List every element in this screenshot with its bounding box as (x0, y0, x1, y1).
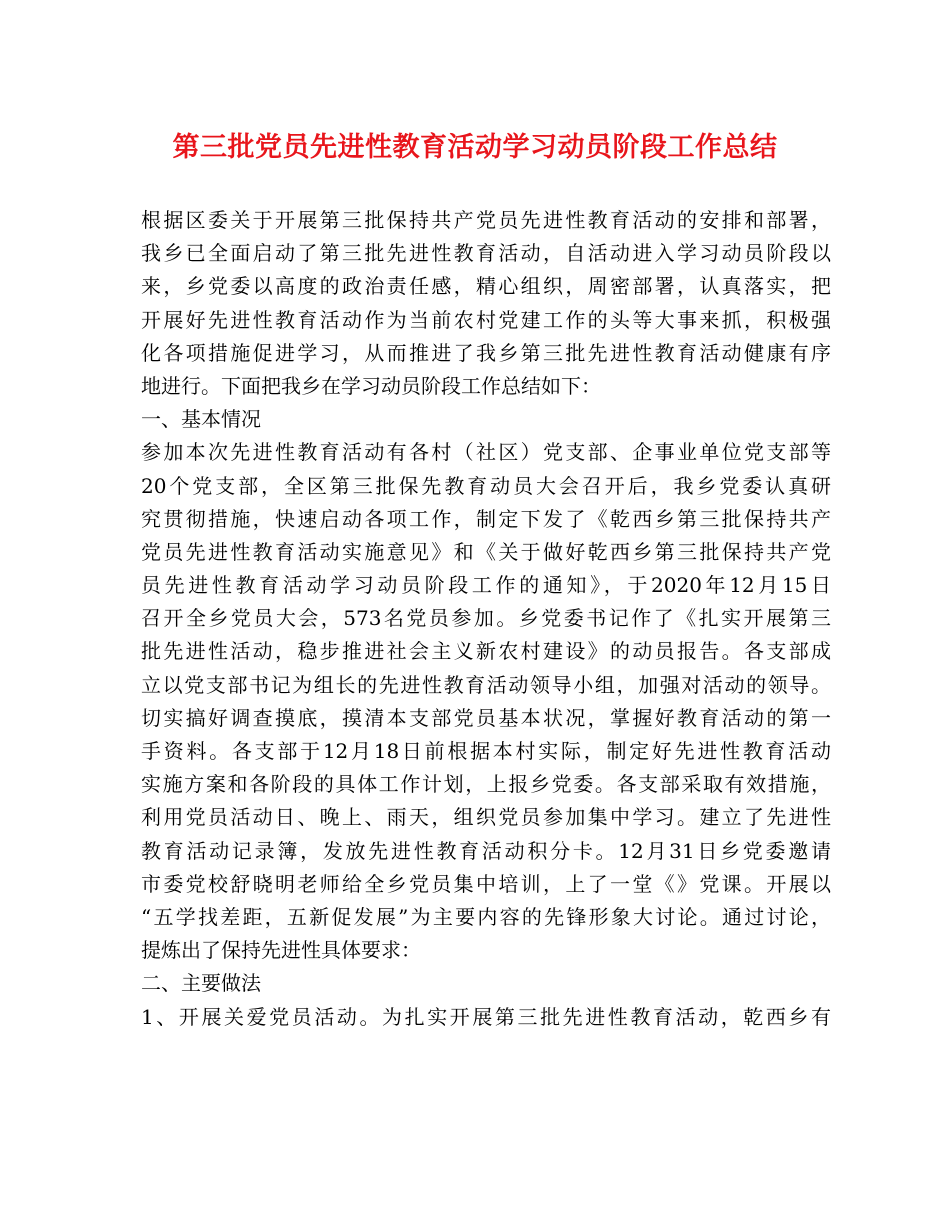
document-title: 第三批党员先进性教育活动学习动员阶段工作总结 (172, 132, 778, 163)
body-text-line: 我乡已全面启动了第三批先进性教育活动，自活动进入学习动员阶段以 (141, 241, 831, 266)
body-text-line: 根据区委关于开展第三批保持共产党员先进性教育活动的安排和部署， (141, 208, 831, 232)
body-text-line: 来，乡党委以高度的政治责任感，精心组织，周密部署，认真落实，把 (141, 274, 831, 299)
body-text-line: 提炼出了保持先进性具体要求： (141, 938, 421, 963)
body-text-line: 实施方案和各阶段的具体工作计划，上报乡党委。各支部采取有效措施， (141, 772, 831, 797)
body-text-line: 一、基本情况 (141, 407, 261, 432)
body-text-line: 教育活动记录簿，发放先进性教育活动积分卡。12月31日乡党委邀请 (141, 838, 831, 863)
body-text-line: 市委党校舒晓明老师给全乡党员集中培训，上了一堂《》党课。开展以 (141, 871, 831, 896)
body-text-line: 二、主要做法 (141, 971, 261, 996)
document-body (141, 204, 831, 1034)
body-text-line: 究贯彻措施，快速启动各项工作，制定下发了《乾西乡第三批保持共产 (141, 506, 831, 531)
body-text-line: 化各项措施促进学习，从而推进了我乡第三批先进性教育活动健康有序 (141, 340, 831, 365)
body-text-line: 员先进性教育活动学习动员阶段工作的通知》，于2020年12月15日 (141, 573, 831, 598)
body-text-line: “五学找差距，五新促发展”为主要内容的先锋形象大讨论。通过讨论， (141, 904, 831, 929)
body-text-line: 切实搞好调查摸底，摸清本支部党员基本状况，掌握好教育活动的第一 (141, 705, 831, 730)
body-text-line: 党员先进性教育活动实施意见》和《关于做好乾西乡第三批保持共产党 (141, 539, 831, 564)
body-text-line: 手资料。各支部于12月18日前根据本村实际，制定好先进性教育活动 (141, 739, 831, 763)
body-text-line: 批先进性活动，稳步推进社会主义新农村建设》的动员报告。各支部成 (141, 639, 831, 664)
body-text-line: 参加本次先进性教育活动有各村（社区）党支部、企事业单位党支部等 (141, 440, 831, 465)
body-text-line: 召开全乡党员大会，573名党员参加。乡党委书记作了《扎实开展第三 (141, 606, 831, 631)
body-text-line: 开展好先进性教育活动作为当前农村党建工作的头等大事来抓，积极强 (141, 307, 831, 332)
body-text-line: 立以党支部书记为组长的先进性教育活动领导小组，加强对活动的领导。 (141, 672, 831, 697)
body-text-line: 1、开展关爱党员活动。为扎实开展第三批先进性教育活动，乾西乡有 (141, 1004, 831, 1029)
body-text-line: 20个党支部，全区第三批保先教育动员大会召开后，我乡党委认真研 (141, 473, 831, 498)
body-text-line: 利用党员活动日、晚上、雨天，组织党员参加集中学习。建立了先进性 (141, 805, 831, 830)
body-text-line: 地进行。下面把我乡在学习动员阶段工作总结如下： (141, 373, 601, 398)
